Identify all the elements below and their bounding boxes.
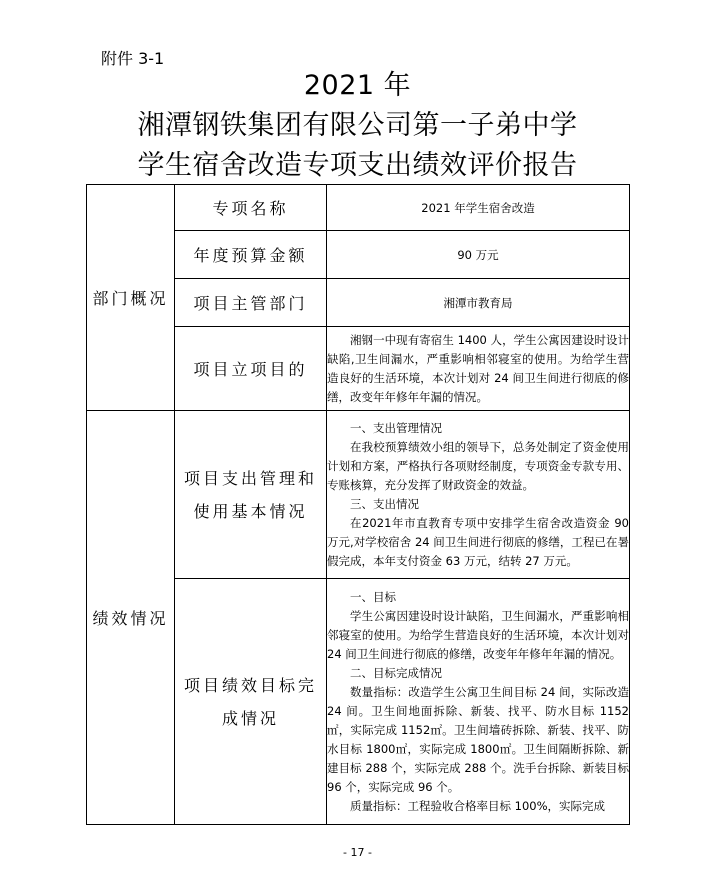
goals-para-1: 学生公寓因建设时设计缺陷，卫生间漏水，严重影响相邻寝室的使用。为给学生营造良好的生活环境，本次计划对 24 间卫生间进行彻底的修缮，改变年年修年年漏的情况。	[327, 608, 629, 661]
value-authority: 湘潭市教育局	[327, 279, 630, 327]
row-project-name	[87, 185, 630, 231]
purpose-text: 湘钢一中现有寄宿生 1400 人，学生公寓因建设时设计缺陷,卫生间漏水，严重影响相邻寝室的使用。为给学生营造良好的生活环境，本次计划对 24 间卫生间进行彻底的修缮，改变年年修年年漏的情况。	[327, 332, 629, 404]
goals-para-2: 数量指标：改造学生公寓卫生间目标 24 间，实际改造 24 间。卫生间地面拆除、新装、找平、防水目标 1152㎡，实际完成 1152㎡。卫生间墙砖拆除、新装、找平、防水目标 1800㎡，实际完成 1800㎡。卫生间隔断拆除、新建目标 288 个，实际完成 288 个。洗手台拆除、新装目标 96 个，实际完成 96 个。	[327, 684, 629, 794]
evaluation-table	[86, 184, 630, 825]
expenditure-heading-2: 三、支出情况	[350, 496, 419, 511]
page-number: - 17 -	[343, 846, 372, 859]
label-purpose: 项目立项目的	[175, 327, 327, 411]
row-expenditure	[87, 411, 630, 579]
attachment-label: 附件 3-1	[101, 49, 165, 68]
value-annual-budget: 90 万元	[327, 231, 630, 279]
section-dept-overview: 部门概况	[87, 185, 175, 411]
goals-heading-1: 一、目标	[350, 589, 396, 604]
value-expenditure	[327, 411, 630, 579]
goals-para-3: 质量指标：工程验收合格率目标 100%，实际完成	[350, 798, 606, 813]
label-project-name: 专项名称	[175, 185, 327, 231]
label-performance-goals: 项目绩效目标完成情况	[175, 579, 327, 825]
document-title	[0, 66, 715, 186]
value-project-name: 2021 年学生宿舍改造	[327, 185, 630, 231]
label-authority: 项目主管部门	[175, 279, 327, 327]
section-performance: 绩效情况	[87, 411, 175, 825]
expenditure-para-2: 在2021年市直教育专项中安排学生宿舍改造资金 90 万元,对学校宿舍 24 间卫生间进行彻底的修缮，工程已在暑假完成，本年支付资金 63 万元，结转 27 万元。	[327, 515, 629, 568]
label-expenditure: 项目支出管理和使用基本情况	[175, 411, 327, 579]
title-organization: 湘潭钢铁集团有限公司第一子弟中学	[137, 110, 578, 141]
title-report-name: 学生宿舍改造专项支出绩效评价报告	[137, 150, 578, 181]
title-year: 2021 年	[303, 70, 412, 101]
value-performance-goals	[327, 579, 630, 825]
value-purpose	[327, 327, 630, 411]
expenditure-para-1: 在我校预算绩效小组的领导下，总务处制定了资金使用计划和方案，严格执行各项财经制度，专项资金专款专用、专账核算，充分发挥了财政资金的效益。	[327, 439, 629, 492]
expenditure-heading-1: 一、支出管理情况	[350, 420, 442, 435]
goals-heading-2: 二、目标完成情况	[350, 665, 442, 680]
label-annual-budget: 年度预算金额	[175, 231, 327, 279]
